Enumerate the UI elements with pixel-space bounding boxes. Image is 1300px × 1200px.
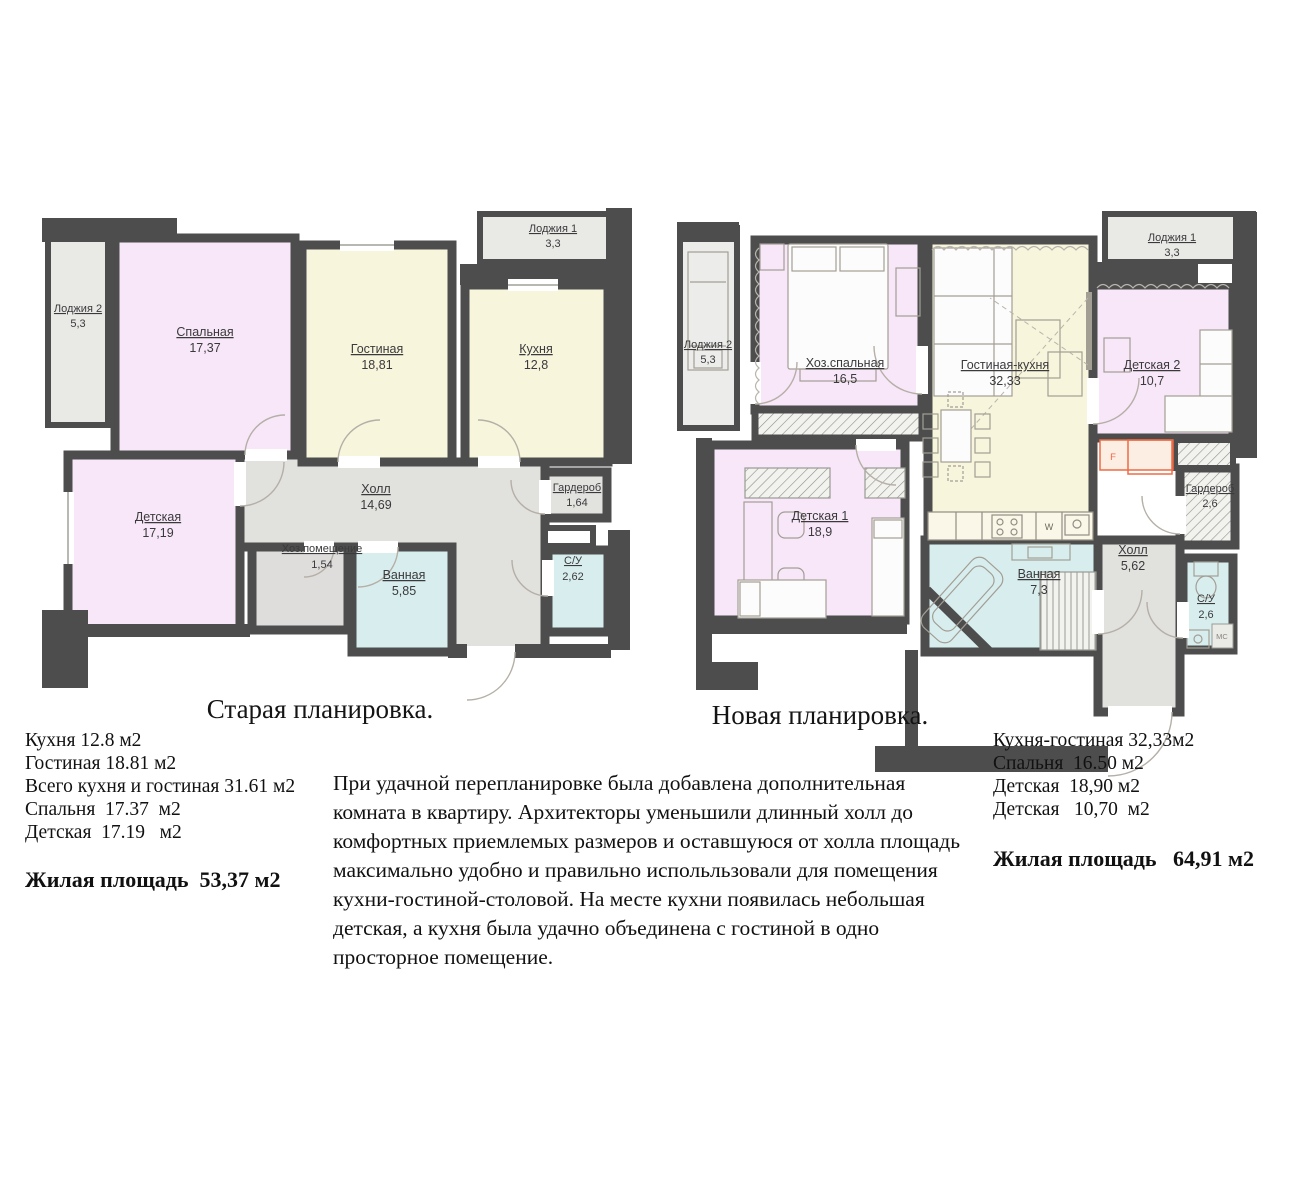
svg-text:Лоджия 1: Лоджия 1	[528, 223, 578, 235]
svg-text:Гардероб: Гардероб	[1185, 483, 1235, 495]
dining-table-icon	[941, 410, 971, 462]
svg-text:2,6: 2,6	[1202, 498, 1218, 510]
room-utility	[252, 547, 348, 630]
svg-text:Гостиная-кухня: Гостиная-кухня	[960, 358, 1050, 372]
area-line: Спальня 17.37 м2	[25, 799, 181, 820]
mc-label: МС	[1216, 632, 1228, 641]
svg-text:С/У: С/У	[1197, 593, 1215, 605]
bath-closet	[1040, 572, 1096, 650]
area-line: Всего кухня и гостиная 31.61 м2	[25, 776, 296, 797]
kitchen-counter	[928, 512, 1093, 540]
area-line: Кухня 12.8 м2	[25, 730, 142, 751]
fridge-zone	[1100, 440, 1173, 474]
washer-label: W	[1044, 522, 1054, 532]
svg-text:10,7: 10,7	[1139, 374, 1165, 388]
hall-closet	[1175, 440, 1233, 468]
svg-text:Лоджия 2: Лоджия 2	[53, 303, 103, 315]
svg-text:Ванная: Ванная	[1017, 567, 1061, 581]
svg-text:5,85: 5,85	[391, 584, 417, 598]
svg-text:2,62: 2,62	[562, 571, 584, 583]
svg-text:3,3: 3,3	[545, 238, 561, 250]
svg-text:Холл: Холл	[361, 482, 391, 496]
svg-text:32,33: 32,33	[989, 374, 1021, 388]
svg-text:1,54: 1,54	[311, 559, 333, 571]
shaft	[545, 528, 593, 546]
svg-text:Хоз.спальная: Хоз.спальная	[805, 356, 885, 370]
room-kitchen	[465, 285, 608, 462]
old-plan-title: Старая планировка.	[206, 694, 434, 724]
svg-text:С/У: С/У	[564, 555, 582, 567]
svg-text:3,3: 3,3	[1164, 247, 1180, 259]
svg-text:5,62: 5,62	[1120, 559, 1146, 573]
old-floor-plan	[40, 200, 660, 720]
wardrobe-strip	[755, 410, 922, 438]
svg-text:2,6: 2,6	[1198, 609, 1214, 621]
area-line: Кухня-гостиная 32,33м2	[993, 730, 1195, 751]
svg-text:Холл: Холл	[1118, 543, 1148, 557]
svg-text:5,3: 5,3	[70, 318, 86, 330]
svg-text:Детская: Детская	[134, 510, 182, 524]
svg-text:Гостиная: Гостиная	[350, 342, 404, 356]
fridge-label: F	[1110, 452, 1116, 463]
area-line: Детская 18,90 м2	[993, 776, 1141, 797]
svg-text:Лоджия 2: Лоджия 2	[683, 339, 733, 351]
svg-text:Хоз.помещение: Хоз.помещение	[281, 543, 363, 555]
new-plan-title: Новая планировка.	[711, 700, 929, 730]
svg-text:Гардероб: Гардероб	[552, 482, 602, 494]
svg-text:7,3: 7,3	[1030, 583, 1048, 597]
svg-text:5,3: 5,3	[700, 354, 716, 366]
svg-text:18,9: 18,9	[807, 525, 833, 539]
tv-icon	[1086, 292, 1092, 370]
svg-text:Лоджия 1: Лоджия 1	[1147, 232, 1197, 244]
svg-text:Кухня: Кухня	[519, 342, 553, 356]
wardrobe-icon	[745, 468, 830, 498]
old-plan-total-area: Жилая площадь 53,37 м2	[25, 867, 281, 892]
svg-text:Детская 2: Детская 2	[1123, 358, 1181, 372]
room-wardrobe	[545, 472, 607, 518]
svg-text:Ванная: Ванная	[382, 568, 426, 582]
area-line: Детская 17.19 м2	[25, 822, 182, 843]
svg-text:18,81: 18,81	[361, 358, 393, 372]
new-plan-total-area: Жилая площадь 64,91 м2	[993, 846, 1255, 871]
svg-text:16,5: 16,5	[832, 372, 858, 386]
svg-text:Спальная: Спальная	[176, 325, 234, 339]
area-line: Детская 10,70 м2	[993, 799, 1150, 820]
svg-text:12,8: 12,8	[523, 358, 549, 372]
old-plan-area-list	[25, 729, 295, 891]
new-plan-area-list	[993, 729, 1254, 870]
bed-icon	[872, 518, 904, 616]
area-line: Спальня 16.50 м2	[993, 753, 1144, 774]
svg-text:Детская 1: Детская 1	[791, 509, 849, 523]
svg-text:1,64: 1,64	[566, 497, 588, 509]
bed-icon	[738, 580, 826, 618]
area-line: Гостиная 18.81 м2	[25, 753, 177, 774]
svg-text:14,69: 14,69	[360, 498, 392, 512]
svg-text:17,19: 17,19	[142, 526, 174, 540]
renovation-description: При удачной перепланировке была добавлена дополнительная комната в квартиру. Архитекторы уменьшили длинный холл до комфортных приемлемых размеров и оставшуюся от холла площадь максимально удобно и правильно испольльзовали для помещения кухни-гостиной-столовой. На месте кухни появилась небольшая детская, а кухня была удачно объединена с гостиной в одно просторное помещение.	[333, 771, 961, 969]
room-nursery	[68, 455, 240, 630]
svg-text:17,37: 17,37	[189, 341, 221, 355]
room-bath	[352, 547, 452, 652]
bed-icon	[788, 244, 888, 369]
entrance-door-arc	[467, 652, 515, 700]
